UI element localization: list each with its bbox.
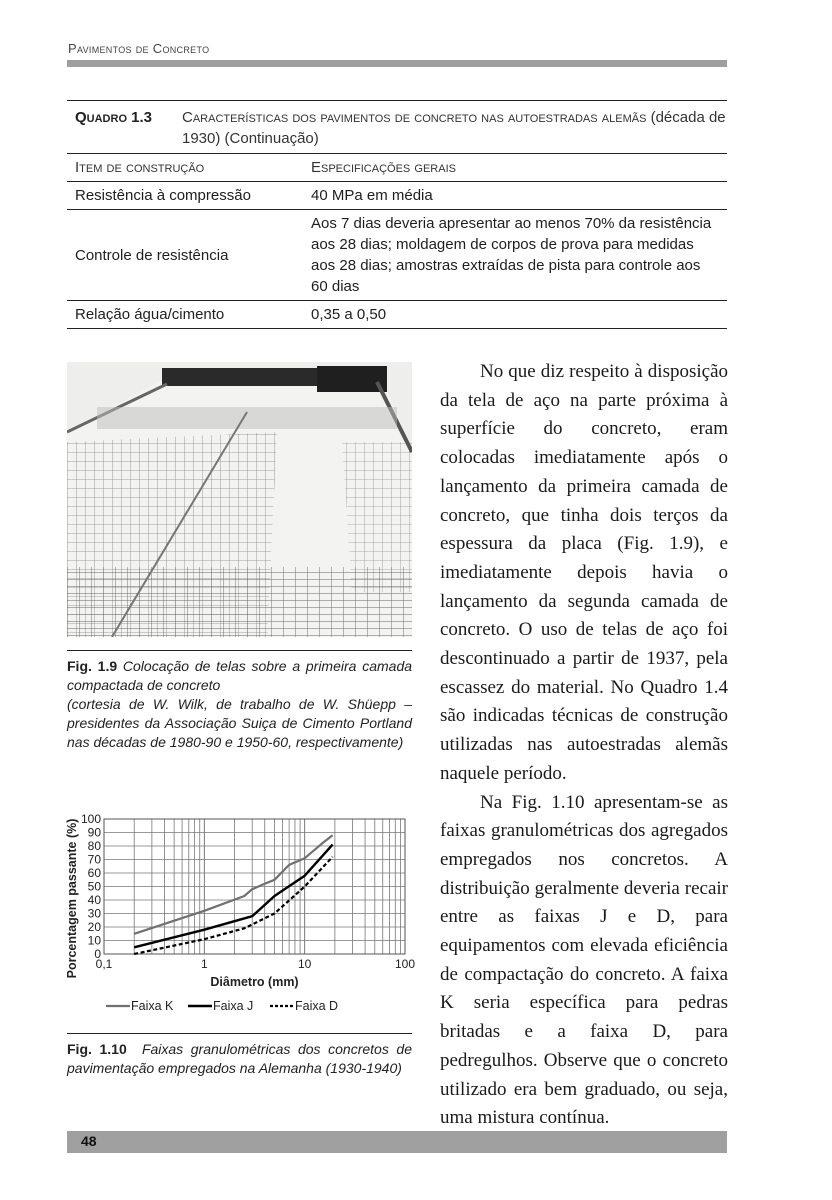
x-axis-label: Diâmetro (mm) bbox=[210, 975, 299, 989]
grading-chart bbox=[62, 800, 422, 1025]
fig-1-9-credit: (cortesia de W. Wilk, de trabalho de W. Shüepp – presidentes da Associação Suiça de Cimento Portland nas décadas de 1980-90 e 1950-60, respectivamente) bbox=[67, 696, 412, 750]
fig-1-9-caption bbox=[67, 650, 412, 752]
paragraph: Na Fig. 1.10 apresentam-se as faixas granulométricas dos agregados empregados nos concretos. A distribuição geralmente deveria recair entre as faixas J e D, para equipamentos com elevada eficiência de compactação do concreto. A faixa K seria específica para pedras britadas e a faixa D, para pedregulhos. Observe que o concreto utilizado era bem graduado, ou seja, uma mistura contínua. bbox=[440, 791, 728, 1129]
y-tick-label: 0 bbox=[94, 947, 101, 961]
y-axis-label: Porcentagem passante (%) bbox=[65, 818, 79, 979]
column-header-spec: Especificações gerais bbox=[311, 159, 456, 176]
legend-label: Faixa D bbox=[295, 999, 339, 1013]
row-item: Resistência à compressão bbox=[75, 187, 251, 204]
x-tick-label: 1 bbox=[200, 957, 208, 971]
body-text-column bbox=[440, 358, 728, 1133]
fig-1-9-caption-text: Colocação de telas sobre a primeira camada compactada de concreto bbox=[67, 658, 413, 693]
legend-label: Faixa K bbox=[131, 999, 174, 1013]
grading-chart-svg bbox=[62, 800, 422, 1025]
x-tick-label: 10 bbox=[297, 957, 312, 971]
table-title-text: Características dos pavimentos de concreto nas autoestradas alemãs (década de 1930) (Continuação) bbox=[182, 109, 726, 147]
header-rule-bar bbox=[67, 60, 727, 67]
paragraph: No que diz respeito à disposição da tela de aço na parte próxima à superfície do concreto, eram colocadas imediatamente após o lançamento da primeira camada de concreto, que tinha dois terços da espessura da placa (Fig. 1.9), e imediatamente depois havia o lançamento da segunda camada de concreto. O uso de telas de aço foi descontinuado a partir de 1937, pela escassez do material. No Quadro 1.4 são indicadas técnicas de construção utilizadas nas autoestradas alemãs naquele período. bbox=[440, 361, 728, 784]
y-tick-label: 90 bbox=[87, 825, 101, 840]
y-tick-label: 20 bbox=[87, 920, 101, 934]
quadro-table-block bbox=[67, 100, 727, 329]
column-header-item: Item de construção bbox=[75, 159, 205, 176]
row-item: Controle de resistência bbox=[75, 246, 229, 264]
row-spec: Aos 7 dias deveria apresentar ao menos 70% da resistência aos 28 dias; moldagem de corpos de prova para medidas aos 28 dias; amostras extraídas de pista para controle aos 60 dias bbox=[311, 215, 712, 295]
series-line-faixa-k bbox=[134, 835, 332, 934]
table-row bbox=[67, 182, 727, 210]
fig-1-10-caption bbox=[67, 1033, 412, 1078]
legend-label: Faixa J bbox=[213, 999, 254, 1013]
row-spec: 40 MPa em média bbox=[311, 187, 433, 204]
fig-1-9-label: Fig. 1.9 bbox=[67, 658, 118, 674]
table-header-row bbox=[67, 154, 727, 182]
page-number: 48 bbox=[81, 1133, 97, 1149]
fig-1-10-caption-text: Faixas granulométricas dos concretos de pavimentação empregados na Alemanha (1930-1940) bbox=[67, 1041, 413, 1076]
x-tick-label: 0,1 bbox=[95, 957, 113, 971]
y-tick-label: 50 bbox=[87, 879, 101, 894]
row-spec: 0,35 a 0,50 bbox=[311, 306, 387, 323]
spec-table bbox=[67, 153, 727, 329]
footer-bar bbox=[67, 1131, 727, 1153]
y-tick-label: 40 bbox=[87, 893, 101, 907]
table-title bbox=[67, 101, 727, 153]
table-label: Quadro 1.3 bbox=[75, 109, 153, 126]
steel-mesh-photo-illustration bbox=[67, 362, 412, 637]
running-head: Pavimentos de Concreto bbox=[68, 41, 210, 56]
x-tick-label: 100 bbox=[394, 957, 416, 971]
y-tick-label: 60 bbox=[87, 866, 101, 880]
y-tick-label: 80 bbox=[87, 839, 101, 853]
row-item: Relação água/cimento bbox=[75, 306, 225, 323]
fig-1-9-photo bbox=[67, 362, 412, 637]
y-tick-label: 70 bbox=[87, 852, 101, 867]
table-row bbox=[67, 210, 727, 301]
y-tick-label: 30 bbox=[87, 906, 101, 921]
y-tick-label: 100 bbox=[80, 812, 101, 826]
fig-1-10-label: Fig. 1.10 bbox=[67, 1041, 127, 1057]
table-row bbox=[67, 301, 727, 329]
y-tick-label: 10 bbox=[87, 933, 101, 948]
